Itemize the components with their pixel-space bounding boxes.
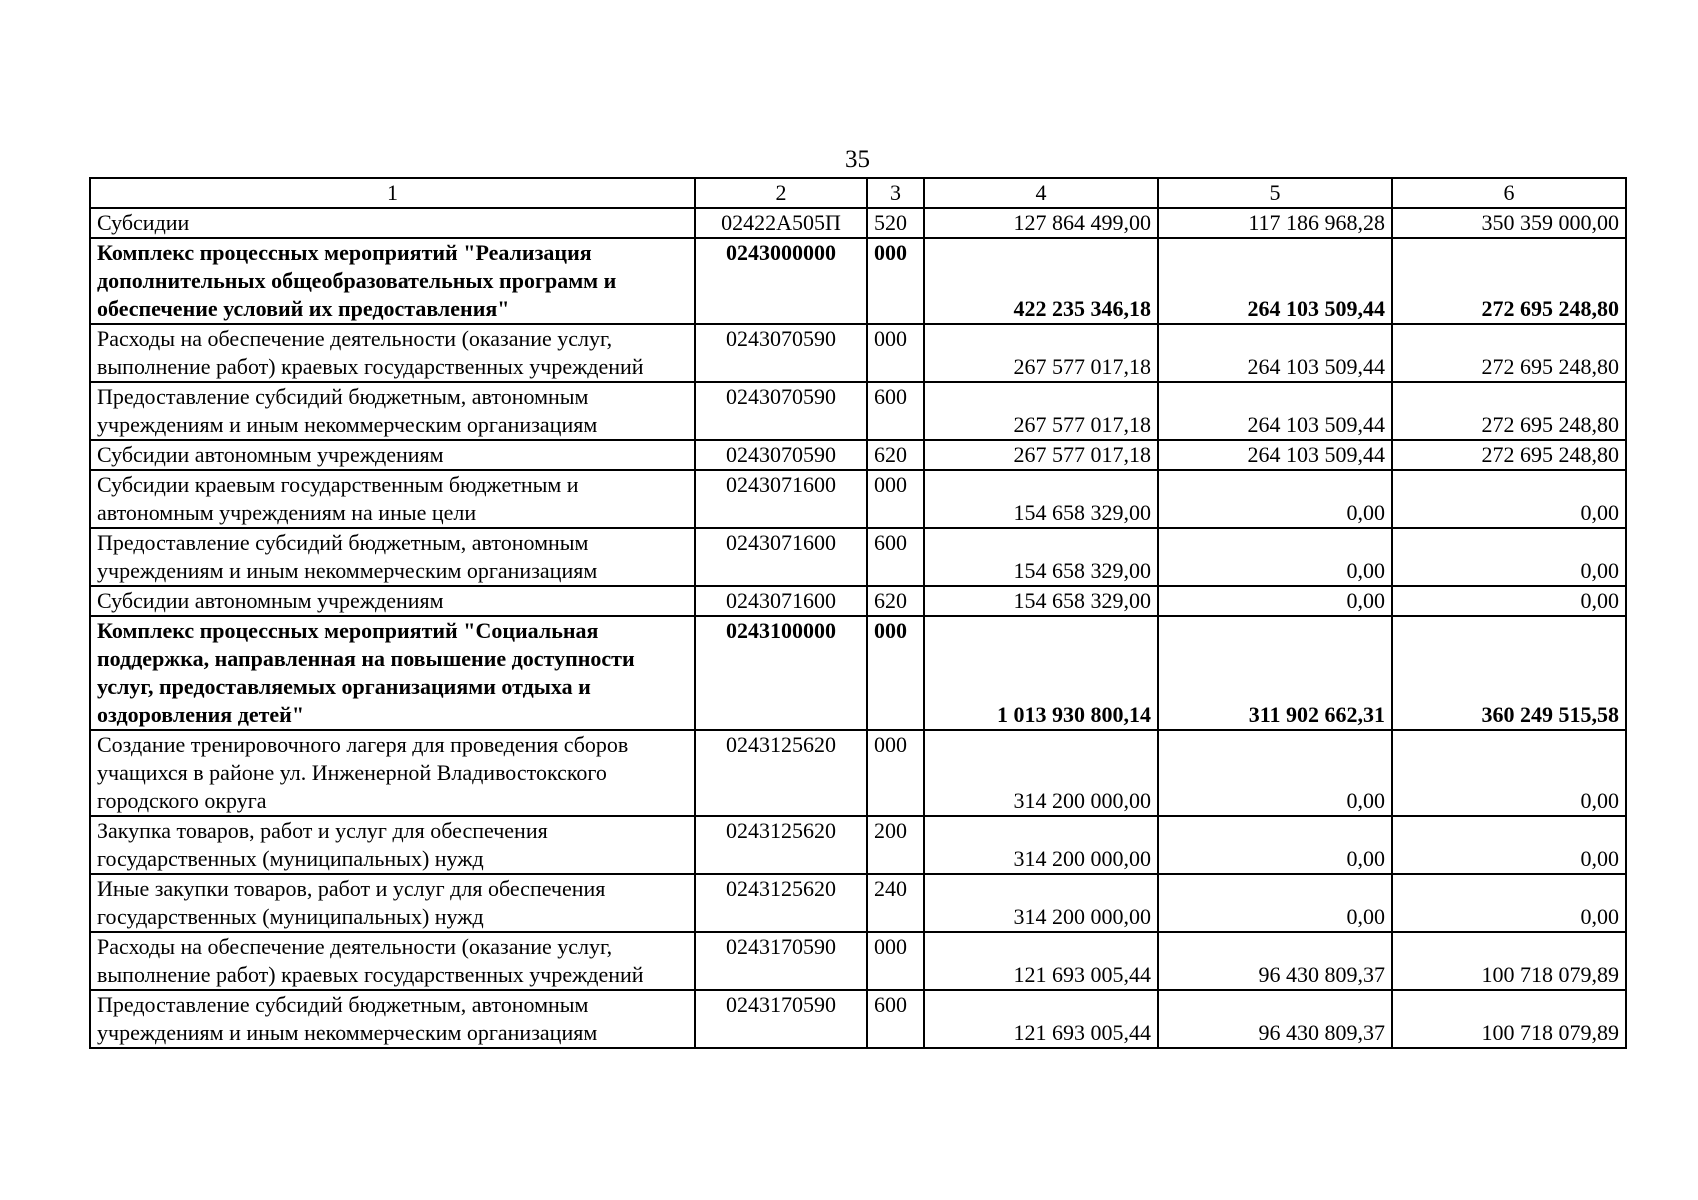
row-amount-col4: 154 658 329,00 bbox=[924, 586, 1158, 616]
row-code-cell: 02422А505П bbox=[695, 208, 867, 238]
row-amount-col4: 121 693 005,44 bbox=[924, 932, 1158, 990]
row-kind-cell: 000 bbox=[867, 730, 924, 816]
page-number: 35 bbox=[845, 146, 870, 173]
table-row bbox=[90, 816, 1626, 874]
row-amount-col4: 314 200 000,00 bbox=[924, 874, 1158, 932]
row-kind-cell: 240 bbox=[867, 874, 924, 932]
row-name-cell: Закупка товаров, работ и услуг для обеспечения государственных (муниципальных) нужд bbox=[90, 816, 695, 874]
row-name-cell: Предоставление субсидий бюджетным, автономным учреждениям и иным некоммерческим организациям bbox=[90, 528, 695, 586]
row-kind-cell: 000 bbox=[867, 238, 924, 324]
row-amount-col5: 0,00 bbox=[1158, 470, 1392, 528]
table-row bbox=[90, 990, 1626, 1048]
column-number: 3 bbox=[867, 178, 924, 208]
column-number: 1 bbox=[90, 178, 695, 208]
row-amount-col4: 1 013 930 800,14 bbox=[924, 616, 1158, 730]
row-code-cell: 0243070590 bbox=[695, 324, 867, 382]
row-amount-col5: 311 902 662,31 bbox=[1158, 616, 1392, 730]
row-amount-col5: 0,00 bbox=[1158, 528, 1392, 586]
row-amount-col6: 360 249 515,58 bbox=[1392, 616, 1626, 730]
column-number: 2 bbox=[695, 178, 867, 208]
row-amount-col5: 96 430 809,37 bbox=[1158, 990, 1392, 1048]
row-amount-col6: 272 695 248,80 bbox=[1392, 382, 1626, 440]
table-row bbox=[90, 208, 1626, 238]
table-row bbox=[90, 470, 1626, 528]
row-amount-col6: 100 718 079,89 bbox=[1392, 990, 1626, 1048]
row-amount-col6: 0,00 bbox=[1392, 470, 1626, 528]
row-amount-col5: 0,00 bbox=[1158, 816, 1392, 874]
row-kind-cell: 600 bbox=[867, 528, 924, 586]
row-kind-cell: 620 bbox=[867, 440, 924, 470]
row-code-cell: 0243070590 bbox=[695, 382, 867, 440]
row-name-cell: Субсидии автономным учреждениям bbox=[90, 586, 695, 616]
row-kind-cell: 200 bbox=[867, 816, 924, 874]
table-row bbox=[90, 528, 1626, 586]
row-name-cell: Иные закупки товаров, работ и услуг для обеспечения государственных (муниципальных) нужд bbox=[90, 874, 695, 932]
row-name-cell: Расходы на обеспечение деятельности (оказание услуг, выполнение работ) краевых государственных учреждений bbox=[90, 324, 695, 382]
row-kind-cell: 000 bbox=[867, 932, 924, 990]
row-amount-col4: 154 658 329,00 bbox=[924, 528, 1158, 586]
row-code-cell: 0243071600 bbox=[695, 528, 867, 586]
row-name-cell: Предоставление субсидий бюджетным, автономным учреждениям и иным некоммерческим организациям bbox=[90, 382, 695, 440]
row-kind-cell: 600 bbox=[867, 382, 924, 440]
table-row bbox=[90, 324, 1626, 382]
row-kind-cell: 600 bbox=[867, 990, 924, 1048]
row-amount-col6: 272 695 248,80 bbox=[1392, 324, 1626, 382]
row-amount-col5: 96 430 809,37 bbox=[1158, 932, 1392, 990]
row-kind-cell: 000 bbox=[867, 470, 924, 528]
row-amount-col5: 264 103 509,44 bbox=[1158, 238, 1392, 324]
budget-table bbox=[89, 177, 1627, 1049]
table-row bbox=[90, 586, 1626, 616]
row-name-cell: Субсидии bbox=[90, 208, 695, 238]
column-number-row bbox=[90, 178, 1626, 208]
table-row bbox=[90, 874, 1626, 932]
row-name-cell: Комплекс процессных мероприятий "Социальная поддержка, направленная на повышение доступности услуг, предоставляемых организациями отдыха и оздоровления детей" bbox=[90, 616, 695, 730]
table-row bbox=[90, 440, 1626, 470]
row-amount-col4: 267 577 017,18 bbox=[924, 382, 1158, 440]
row-amount-col5: 264 103 509,44 bbox=[1158, 324, 1392, 382]
row-name-cell: Субсидии автономным учреждениям bbox=[90, 440, 695, 470]
row-amount-col4: 127 864 499,00 bbox=[924, 208, 1158, 238]
table-row bbox=[90, 238, 1626, 324]
row-code-cell: 0243071600 bbox=[695, 586, 867, 616]
column-number: 6 bbox=[1392, 178, 1626, 208]
row-amount-col6: 350 359 000,00 bbox=[1392, 208, 1626, 238]
column-number: 5 bbox=[1158, 178, 1392, 208]
row-amount-col6: 0,00 bbox=[1392, 816, 1626, 874]
row-name-cell: Создание тренировочного лагеря для проведения сборов учащихся в районе ул. Инженерной Владивостокского городского округа bbox=[90, 730, 695, 816]
row-amount-col6: 0,00 bbox=[1392, 528, 1626, 586]
row-kind-cell: 000 bbox=[867, 324, 924, 382]
row-code-cell: 0243100000 bbox=[695, 616, 867, 730]
row-amount-col4: 267 577 017,18 bbox=[924, 324, 1158, 382]
row-amount-col6: 0,00 bbox=[1392, 730, 1626, 816]
row-code-cell: 0243170590 bbox=[695, 990, 867, 1048]
row-amount-col6: 272 695 248,80 bbox=[1392, 238, 1626, 324]
row-name-cell: Предоставление субсидий бюджетным, автономным учреждениям и иным некоммерческим организациям bbox=[90, 990, 695, 1048]
row-amount-col5: 264 103 509,44 bbox=[1158, 440, 1392, 470]
row-kind-cell: 620 bbox=[867, 586, 924, 616]
row-amount-col4: 314 200 000,00 bbox=[924, 816, 1158, 874]
row-amount-col5: 0,00 bbox=[1158, 730, 1392, 816]
row-name-cell: Комплекс процессных мероприятий "Реализация дополнительных общеобразовательных программ и обеспечение условий их предоставления" bbox=[90, 238, 695, 324]
row-code-cell: 0243125620 bbox=[695, 730, 867, 816]
row-code-cell: 0243125620 bbox=[695, 874, 867, 932]
row-amount-col4: 267 577 017,18 bbox=[924, 440, 1158, 470]
row-amount-col6: 0,00 bbox=[1392, 586, 1626, 616]
row-amount-col5: 117 186 968,28 bbox=[1158, 208, 1392, 238]
table-row bbox=[90, 932, 1626, 990]
row-amount-col5: 264 103 509,44 bbox=[1158, 382, 1392, 440]
table-row bbox=[90, 730, 1626, 816]
row-amount-col6: 0,00 bbox=[1392, 874, 1626, 932]
row-code-cell: 0243170590 bbox=[695, 932, 867, 990]
row-amount-col5: 0,00 bbox=[1158, 586, 1392, 616]
row-code-cell: 0243070590 bbox=[695, 440, 867, 470]
row-amount-col4: 154 658 329,00 bbox=[924, 470, 1158, 528]
row-code-cell: 0243071600 bbox=[695, 470, 867, 528]
row-amount-col4: 422 235 346,18 bbox=[924, 238, 1158, 324]
table-row bbox=[90, 382, 1626, 440]
row-name-cell: Субсидии краевым государственным бюджетным и автономным учреждениям на иные цели bbox=[90, 470, 695, 528]
row-amount-col4: 121 693 005,44 bbox=[924, 990, 1158, 1048]
budget-table-body bbox=[90, 178, 1626, 1048]
table-row bbox=[90, 616, 1626, 730]
row-amount-col4: 314 200 000,00 bbox=[924, 730, 1158, 816]
row-kind-cell: 000 bbox=[867, 616, 924, 730]
row-code-cell: 0243125620 bbox=[695, 816, 867, 874]
row-amount-col5: 0,00 bbox=[1158, 874, 1392, 932]
row-code-cell: 0243000000 bbox=[695, 238, 867, 324]
column-number: 4 bbox=[924, 178, 1158, 208]
row-amount-col6: 272 695 248,80 bbox=[1392, 440, 1626, 470]
row-name-cell: Расходы на обеспечение деятельности (оказание услуг, выполнение работ) краевых государственных учреждений bbox=[90, 932, 695, 990]
row-amount-col6: 100 718 079,89 bbox=[1392, 932, 1626, 990]
row-kind-cell: 520 bbox=[867, 208, 924, 238]
